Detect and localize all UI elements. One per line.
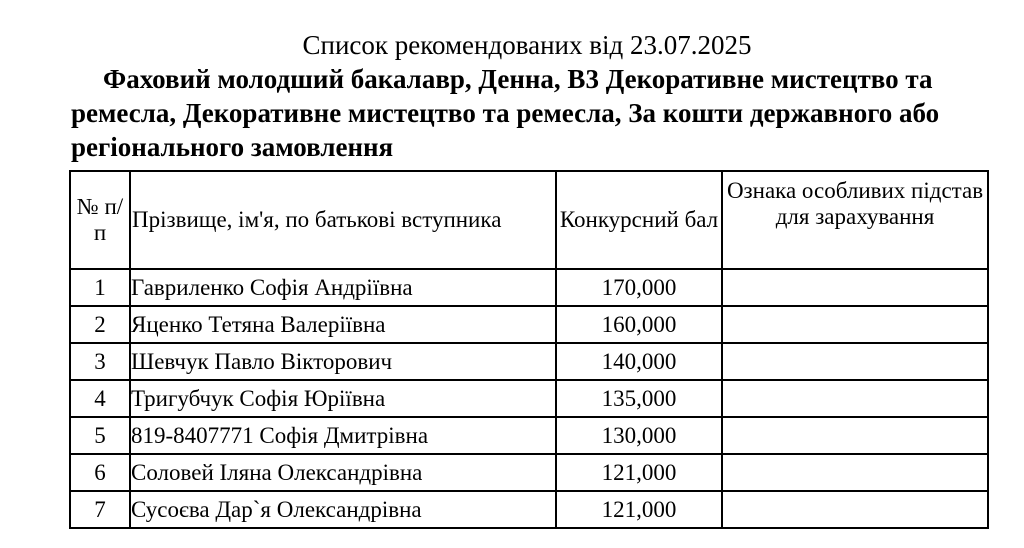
row-score: 130,000 [556,417,722,454]
row-score: 160,000 [556,306,722,343]
row-name: Тригубчук Софія Юріївна [130,380,556,417]
header-score: Конкурсний бал [556,171,722,269]
table-row [70,454,988,491]
table-row [70,269,988,306]
row-basis [722,306,988,343]
table-row [70,417,988,454]
header-number: № п/п [70,171,130,269]
row-basis [722,269,988,306]
row-number: 2 [70,306,130,343]
document-subtitle: Фаховий молодший бакалавр, Денна, B3 Декоративне мистецтво та ремесла, Декоративне мистецтво та ремесла, За кошти державного або регіонального замовлення [71,64,940,162]
table-row [70,306,988,343]
row-score: 170,000 [556,269,722,306]
row-score: 121,000 [556,454,722,491]
row-score: 140,000 [556,343,722,380]
table-row [70,491,988,528]
header-basis: Ознака особливих підстав для зарахування [722,171,988,269]
row-name: Гавриленко Софія Андріївна [130,269,556,306]
row-number: 3 [70,343,130,380]
row-name: Соловей Іляна Олександрівна [130,454,556,491]
row-number: 6 [70,454,130,491]
row-number: 4 [70,380,130,417]
header-name: Прізвище, ім'я, по батькові вступника [130,171,556,269]
row-basis [722,454,988,491]
document-title: Список рекомендованих від 23.07.2025 [302,30,752,60]
row-basis [722,417,988,454]
row-basis [722,491,988,528]
row-number: 5 [70,417,130,454]
row-name: Яценко Тетяна Валеріївна [130,306,556,343]
row-score: 135,000 [556,380,722,417]
table-row [70,380,988,417]
row-name: 819-8407771 Софія Дмитрівна [130,417,556,454]
recommended-list-table [69,170,989,529]
table-row [70,343,988,380]
row-number: 7 [70,491,130,528]
row-name: Сусоєва Дар`я Олександрівна [130,491,556,528]
row-basis [722,343,988,380]
row-basis [722,380,988,417]
row-score: 121,000 [556,491,722,528]
row-number: 1 [70,269,130,306]
row-name: Шевчук Павло Вікторович [130,343,556,380]
table-header-row [70,171,988,269]
